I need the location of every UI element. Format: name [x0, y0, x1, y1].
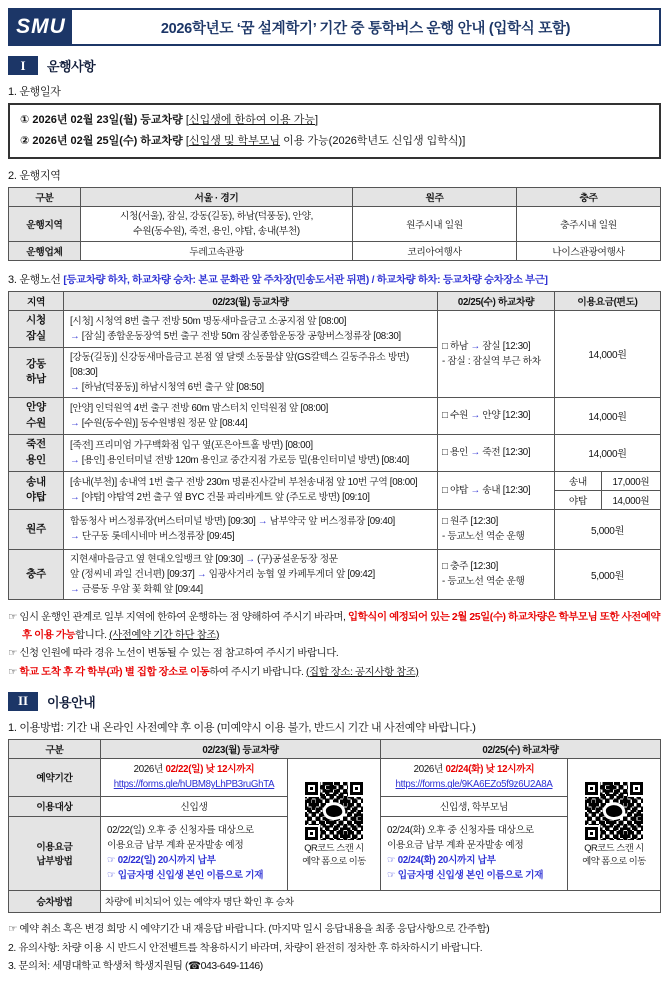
- fare: 14,000원: [555, 397, 661, 434]
- col-header: 서울 · 경기: [81, 187, 353, 206]
- table-row: [9, 758, 661, 796]
- regions-heading: 2. 운행지역: [8, 169, 61, 182]
- row-label: 이용대상: [9, 796, 101, 816]
- table-row: [9, 397, 661, 434]
- col-header: 02/25(수) 하교차량: [381, 739, 661, 758]
- qr-code-go: [305, 782, 363, 840]
- date-line-1: ① 2026년 02월 23일(월) 등교차량 [신입생에 한하여 이용 가능]: [20, 114, 319, 126]
- region-label: 강동 하남: [9, 347, 64, 397]
- seoul-gyeonggi-areas: 시청(서울), 잠실, 강동(길동), 하남(덕풍동), 안양, 수원(동수원), 죽전, 용인, 야탑, 송내(부천): [81, 206, 353, 241]
- fare-sub-label: 송내: [555, 472, 601, 491]
- go-route: 지현새마을금고 옆 현대오일뱅크 앞 [09:30] → (구)공설운동장 정문 앞 (정씨네 과일 건너편) [09:37] → 임광사거리 농협 옆 카페투게더 앞 [09:42] → 금릉동 우암 꽃 화훼 앞 [09:44]: [64, 549, 438, 599]
- note-3: ☞ 학교 도착 후 각 학부(과) 별 집합 장소로 이동하여 주시기 바랍니다. (집합 장소: 공지사항 참조): [8, 666, 419, 678]
- qr-caption: QR코드 스캔 시 예약 폼으로 이동: [582, 842, 646, 867]
- col-header: 지역: [9, 291, 64, 310]
- title-bar: [8, 8, 661, 46]
- qr-code-return: [585, 782, 643, 840]
- section-2-title: 이용안내: [47, 694, 96, 710]
- return-route: □ 수원 → 안양 [12:30]: [438, 397, 555, 434]
- row-label: 승차방법: [9, 890, 101, 912]
- row-label: 운행업체: [9, 241, 81, 260]
- return-route: □ 하남 → 잠실 [12:30] - 잠실 : 잠실역 부근 하차: [438, 310, 555, 397]
- go-route: [송내(부천)] 송내역 1번 출구 전방 230m 명륜진사갈비 부천송내점 앞 10번 구역 [08:00] → [야탑] 야탑역 2번 출구 옆 BYC 건물 파리바게트 앞 (주도로 방면) [09:10]: [64, 471, 438, 509]
- date-line-2: ② 2026년 02월 25일(수) 하교차량 [신입생 및 학부모님 이용 가능(2026학년도 신입생 입학식)]: [20, 134, 466, 147]
- reservation-link-go[interactable]: https://forms.gle/hUBM8yLhPB3ruGhTA: [113, 779, 275, 791]
- note-2: ☞ 신청 인원에 따라 경유 노선이 변동될 수 있는 점 참고하여 주시기 바랍니다.: [8, 648, 339, 660]
- section-1-header: [8, 56, 661, 75]
- region-label: 죽전 용인: [9, 434, 64, 471]
- bird-logo-icon: [325, 803, 343, 818]
- col-header: 02/25(수) 하교차량: [438, 291, 555, 310]
- fare: 5,000원: [555, 549, 661, 599]
- wonju-operator: 코리아여행사: [353, 241, 517, 260]
- return-route: □ 원주 [12:30] - 등교노선 역순 운행: [438, 509, 555, 549]
- fare: 14,000원: [601, 490, 660, 509]
- routes-heading: 3. 운행노선 [등교차량 하차, 하교차량 승차: 본교 문화관 앞 주차장(민송도서관 뒤편) / 하교차량 하차: 등교차량 승차장소 부근]: [8, 273, 548, 286]
- reserve-period-go: 2026년 02/22(일) 낮 12시까지 https://forms.gle/hUBM8yLhPB3ruGhTA: [101, 758, 288, 796]
- smu-logo: SMU: [10, 10, 72, 44]
- footer-note-1: ☞ 예약 취소 혹은 변경 희망 시 예약기간 내 재응답 바랍니다. (마지막 일시 응답내용을 최종 응답사항으로 간주함): [8, 923, 490, 935]
- qr-finder-icon: [630, 782, 643, 795]
- row-label: 운행지역: [9, 206, 81, 241]
- footer-note-3: 3. 문의처: 세명대학교 학생처 학생지원팀 (☎043-649-1146): [8, 961, 263, 973]
- row-label: 이용요금 납부방법: [9, 816, 101, 890]
- col-header: 충주: [517, 187, 661, 206]
- go-route: 합동청사 버스정류장(버스터미널 방면) [09:30] → 남부약국 앞 버스정류장 [09:40] → 단구동 롯데시네마 버스정류장 [09:45]: [64, 509, 438, 549]
- table-row: [9, 471, 661, 509]
- payment-return: 02/24(화) 오후 중 신청자를 대상으로 이용요금 납부 계좌 문자발송 예정 ☞ 02/24(화) 20시까지 납부 ☞ 입금자명 신입생 본인 이름으로 기재: [381, 816, 568, 890]
- region-label: 시청 잠실: [9, 310, 64, 347]
- col-header: 구분: [9, 187, 81, 206]
- chungju-operator: 나이스관광여행사: [517, 241, 661, 260]
- seoul-operator: 두레고속관광: [81, 241, 353, 260]
- operation-dates-box: [8, 103, 661, 159]
- region-label: 충주: [9, 549, 64, 599]
- section-2-badge: II: [8, 692, 38, 711]
- qr-finder-icon: [585, 827, 598, 840]
- qr-cell-return: [568, 758, 661, 890]
- go-route: [죽전] 프리미엄 가구백화점 입구 옆(포은아트홀 방면) [08:00] → [용인] 용인터미널 전방 120m 용인교 중간지점 가로등 밑(용인터미널 방면) [08:40]: [64, 434, 438, 471]
- method-line: 1. 이용방법: 기간 내 온라인 사전예약 후 이용 (미예약시 이용 불가, 반드시 기간 내 사전예약 바랍니다.): [8, 721, 476, 734]
- target-go: 신입생: [101, 796, 288, 816]
- col-header: 이용요금(편도): [555, 291, 661, 310]
- fare: 17,000원: [612, 476, 650, 488]
- return-route: □ 충주 [12:30] - 등교노선 역순 운행: [438, 549, 555, 599]
- bird-logo-icon: [605, 803, 623, 818]
- chungju-area: 충주시내 일원: [517, 206, 661, 241]
- col-header: 02/23(월) 등교차량: [64, 291, 438, 310]
- region-label: 송내 야탑: [9, 471, 64, 509]
- fare: 14,000원: [555, 434, 661, 471]
- dates-heading: 1. 운행일자: [8, 86, 61, 98]
- regions-table: [8, 187, 661, 261]
- footer-note-2: 2. 유의사항: 차량 이용 시 반드시 안전벨트를 착용하시기 바라며, 차량이 완전히 정차한 후 하차하시기 바랍니다.: [8, 942, 483, 954]
- qr-finder-icon: [305, 827, 318, 840]
- col-header: 구분: [9, 739, 101, 758]
- table-row: [9, 434, 661, 471]
- payment-go: 02/22(일) 오후 중 신청자를 대상으로 이용요금 납부 계좌 문자발송 예정 ☞ 02/22(일) 20시까지 납부 ☞ 입금자명 신입생 본인 이름으로 기재: [101, 816, 288, 890]
- reservation-link-return[interactable]: https://forms.gle/9KA6EZo5f9z6U2A8A: [395, 779, 553, 791]
- return-route: □ 야탑 → 송내 [12:30]: [438, 471, 555, 509]
- target-return: 신입생, 학부모님: [381, 796, 568, 816]
- usage-table: [8, 739, 661, 913]
- table-row: [9, 890, 661, 912]
- fare: 14,000원: [555, 310, 661, 397]
- go-route: [강동(길동)] 신강동새마을금고 본점 옆 달렛 소동물샵 앞(GS칼텍스 길동주유소 방면) [08:30] → [하남(덕풍동)] 하남시청역 6번 출구 앞 [08:50]: [64, 347, 438, 397]
- col-header: 원주: [353, 187, 517, 206]
- table-row: [9, 206, 661, 241]
- region-label: 원주: [9, 509, 64, 549]
- qr-caption: QR코드 스캔 시 예약 폼으로 이동: [302, 842, 366, 867]
- table-row: [9, 549, 661, 599]
- fare: 5,000원: [555, 509, 661, 549]
- row-label: 예약기간: [9, 758, 101, 796]
- qr-finder-icon: [350, 782, 363, 795]
- page-title: 2026학년도 ‘꿈 설계학기’ 기간 중 통학버스 운행 안내 (입학식 포함): [160, 20, 571, 37]
- routes-table: [8, 291, 661, 600]
- qr-cell-go: [288, 758, 381, 890]
- qr-finder-icon: [585, 782, 598, 795]
- wonju-area: 원주시내 일원: [353, 206, 517, 241]
- table-row: [9, 241, 661, 260]
- fare-split: [555, 471, 661, 509]
- route-notes: [8, 609, 661, 682]
- region-label: 안양 수원: [9, 397, 64, 434]
- table-row: [9, 310, 661, 347]
- return-route: □ 용인 → 죽전 [12:30]: [438, 434, 555, 471]
- go-route: [시청] 시청역 8번 출구 전방 50m 명동새마을금고 소공지점 앞 [08:00] → [잠실] 종합운동장역 5번 출구 전방 50m 잠실종합운동장 공항버스정류장 [08:30]: [64, 310, 438, 347]
- table-row: [9, 509, 661, 549]
- reserve-period-return: 2026년 02/24(화) 낮 12시까지 https://forms.gle/9KA6EZo5f9z6U2A8A: [381, 758, 568, 796]
- section-1-title: 운행사항: [47, 59, 96, 74]
- section-1-badge: I: [8, 56, 38, 75]
- qr-finder-icon: [305, 782, 318, 795]
- col-header: 02/23(월) 등교차량: [101, 739, 381, 758]
- note-1: ☞ 임시 운행인 관계로 일부 지역에 한하여 운행하는 점 양해하여 주시기 바라며, 입학식이 예정되어 있는 2월 25일(수) 하교차량은 학부모님 또한 사전예약 후 이용 가능합니다. (사전예약 기간 하단 참조): [8, 612, 661, 642]
- go-route: [안양] 인덕원역 4번 출구 전방 60m 맘스터치 인덕원점 앞 [08:00] → [수원(동수원)] 동수원병원 정문 앞 [08:44]: [64, 397, 438, 434]
- boarding-method: 차량에 비치되어 있는 예약자 명단 확인 후 승차: [101, 890, 661, 912]
- footer-notes: [8, 921, 661, 977]
- fare-sub-label: 야탑: [555, 490, 601, 509]
- section-2-header: [8, 692, 661, 711]
